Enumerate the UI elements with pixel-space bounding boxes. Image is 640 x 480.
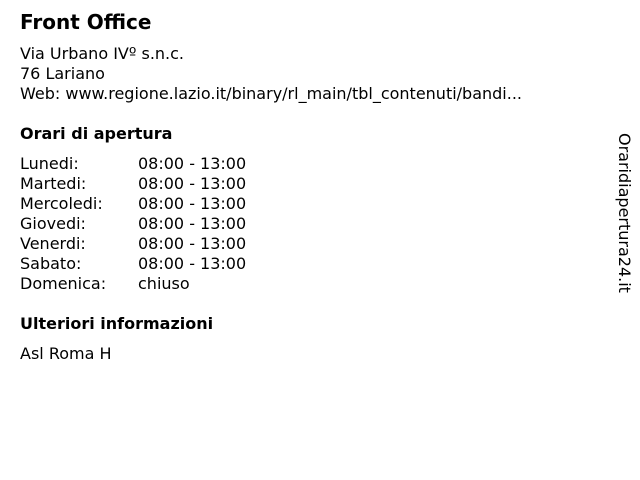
day-label: Venerdi: <box>20 234 86 253</box>
day-label: Mercoledi: <box>20 194 103 213</box>
brand-watermark: Oraridiapertura24.it <box>615 133 634 293</box>
further-info-heading: Ulteriori informazioni <box>20 314 214 333</box>
hours-row-martedi <box>20 174 246 194</box>
day-label: Domenica: <box>20 274 107 293</box>
day-label: Giovedi: <box>20 214 86 233</box>
hours-row-domenica <box>20 274 246 294</box>
time-value: 08:00 - 13:00 <box>138 214 247 233</box>
opening-hours-heading: Orari di apertura <box>20 124 173 143</box>
time-value: 08:00 - 13:00 <box>138 154 247 173</box>
day-label: Sabato: <box>20 254 82 273</box>
address-block <box>20 44 522 104</box>
hours-row-venerdi <box>20 234 246 254</box>
hours-row-giovedi <box>20 214 246 234</box>
further-info-text: Asl Roma H <box>20 344 112 363</box>
day-label: Lunedi: <box>20 154 79 173</box>
time-value: 08:00 - 13:00 <box>138 234 247 253</box>
hours-row-sabato <box>20 254 246 274</box>
day-label: Martedi: <box>20 174 87 193</box>
hours-row-mercoledi <box>20 194 246 214</box>
time-value: chiuso <box>138 274 190 293</box>
hours-row-lunedi <box>20 154 246 174</box>
time-value: 08:00 - 13:00 <box>138 194 247 213</box>
time-value: 08:00 - 13:00 <box>138 174 247 193</box>
address-street: Via Urbano IVº s.n.c. <box>20 44 185 63</box>
address-city: 76 Lariano <box>20 64 105 83</box>
page-title: Front Office <box>20 10 152 34</box>
opening-hours-table <box>20 154 246 294</box>
address-web: Web: www.regione.lazio.it/binary/rl_main/tbl_contenuti/bandi... <box>20 84 523 103</box>
time-value: 08:00 - 13:00 <box>138 254 247 273</box>
